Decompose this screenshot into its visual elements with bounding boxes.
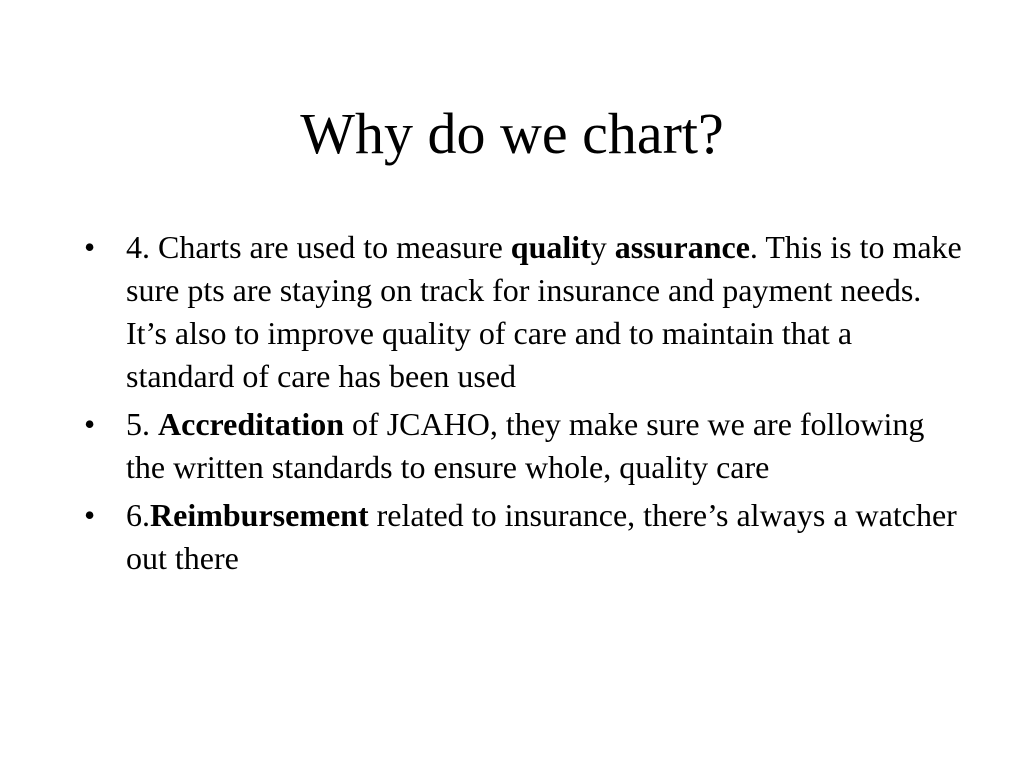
bullet-text-bold-segment: assurance	[614, 229, 750, 265]
bullet-marker-icon: •	[84, 406, 96, 442]
bullet-text-segment: y	[590, 229, 615, 265]
bullet-item-reimbursement	[84, 494, 964, 580]
bullet-text-segment: 4. Charts are used to measure	[126, 229, 511, 265]
bullet-marker-icon: •	[84, 229, 96, 265]
bullet-item-accreditation	[84, 403, 964, 489]
bullet-text-bold-segment: Accreditation	[158, 406, 345, 442]
bullet-text-segment: 5.	[126, 406, 158, 442]
bullet-text-segment: of JCAHO, they make sure we are following the written standards to ensure whole, quality care	[126, 406, 925, 485]
bullet-text-bold-segment: qualit	[510, 229, 591, 265]
bullet-text-segment: 6.	[126, 497, 150, 533]
bullet-marker-icon: •	[84, 497, 96, 533]
bullet-list	[84, 226, 964, 585]
bullet-text-segment: related to insurance, there’s always a watcher out there	[126, 497, 957, 576]
bullet-text-segment: . This is to make sure pts are staying on track for insurance and payment needs. It’s also to improve quality of care and to maintain that a standard of care has been used	[126, 229, 962, 394]
bullet-text-bold-segment: Reimbursement	[150, 497, 369, 533]
bullet-item-quality-assurance	[84, 226, 964, 398]
slide-title: Why do we chart?	[300, 101, 724, 166]
